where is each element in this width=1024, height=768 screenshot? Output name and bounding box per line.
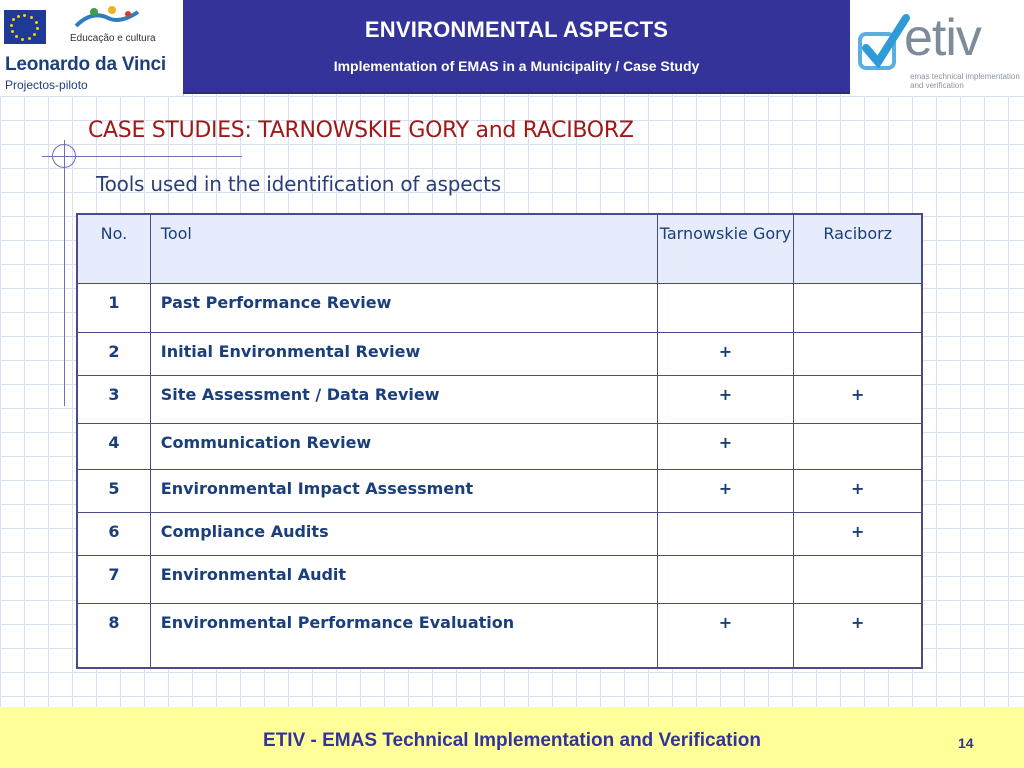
tarnowskie-gory-mark [657, 555, 794, 603]
program-subtitle: Projectos-piloto [5, 78, 88, 92]
table-row [77, 423, 922, 469]
decorative-circle [52, 144, 76, 168]
table-row [77, 283, 922, 332]
tarnowskie-gory-mark [657, 283, 794, 332]
row-number: 3 [77, 375, 150, 423]
partner-logos [0, 0, 184, 96]
case-studies-heading: CASE STUDIES: TARNOWSKIE GORY and RACIBORZ [88, 118, 634, 143]
tool-name: Communication Review [150, 423, 657, 469]
column-header-tarnowskie-gory: Tarnowskie Gory [657, 214, 794, 283]
education-culture-logo-icon [72, 4, 142, 34]
tools-table [76, 213, 923, 669]
row-number: 2 [77, 332, 150, 375]
slide-subtitle: Implementation of EMAS in a Municipality / Case Study [333, 58, 700, 74]
raciborz-mark [794, 332, 922, 375]
etiv-wordmark: etiv [904, 9, 981, 67]
table-row [77, 332, 922, 375]
etiv-tagline: emas technical implementation and verification [910, 72, 1020, 90]
program-name: Leonardo da Vinci [5, 54, 166, 75]
table-row [77, 555, 922, 603]
column-header-tool: Tool [150, 214, 657, 283]
tarnowskie-gory-mark: + [657, 375, 794, 423]
tarnowskie-gory-mark: + [657, 469, 794, 512]
row-number: 6 [77, 512, 150, 555]
decorative-vertical-line [64, 140, 65, 406]
row-number: 7 [77, 555, 150, 603]
tool-name: Past Performance Review [150, 283, 657, 332]
row-number: 5 [77, 469, 150, 512]
table-row [77, 603, 922, 668]
raciborz-mark [794, 283, 922, 332]
tarnowskie-gory-mark: + [657, 423, 794, 469]
table-row [77, 469, 922, 512]
raciborz-mark: + [794, 512, 922, 555]
slide-title: ENVIRONMENTAL ASPECTS [364, 17, 669, 42]
tool-name: Environmental Impact Assessment [150, 469, 657, 512]
raciborz-mark [794, 423, 922, 469]
tool-name: Environmental Performance Evaluation [150, 603, 657, 668]
tools-subheading: Tools used in the identification of aspects [96, 172, 501, 196]
raciborz-mark: + [794, 603, 922, 668]
table-header-row [77, 214, 922, 283]
column-header-no: No. [77, 214, 150, 283]
column-header-raciborz: Raciborz [794, 214, 922, 283]
footer-text: ETIV - EMAS Technical Implementation and Verification [263, 730, 761, 751]
raciborz-mark: + [794, 375, 922, 423]
raciborz-mark [794, 555, 922, 603]
table-row [77, 512, 922, 555]
tool-name: Initial Environmental Review [150, 332, 657, 375]
row-number: 4 [77, 423, 150, 469]
tarnowskie-gory-mark: + [657, 332, 794, 375]
tarnowskie-gory-mark: + [657, 603, 794, 668]
row-number: 1 [77, 283, 150, 332]
eu-flag-icon [4, 10, 46, 44]
table-row [77, 375, 922, 423]
tarnowskie-gory-mark [657, 512, 794, 555]
tool-name: Environmental Audit [150, 555, 657, 603]
raciborz-mark: + [794, 469, 922, 512]
etiv-logo [850, 0, 1024, 96]
education-culture-label: Educação e cultura [70, 33, 156, 44]
row-number: 8 [77, 603, 150, 668]
tool-name: Site Assessment / Data Review [150, 375, 657, 423]
tool-name: Compliance Audits [150, 512, 657, 555]
page-number: 14 [958, 735, 974, 751]
header-banner [183, 0, 850, 94]
